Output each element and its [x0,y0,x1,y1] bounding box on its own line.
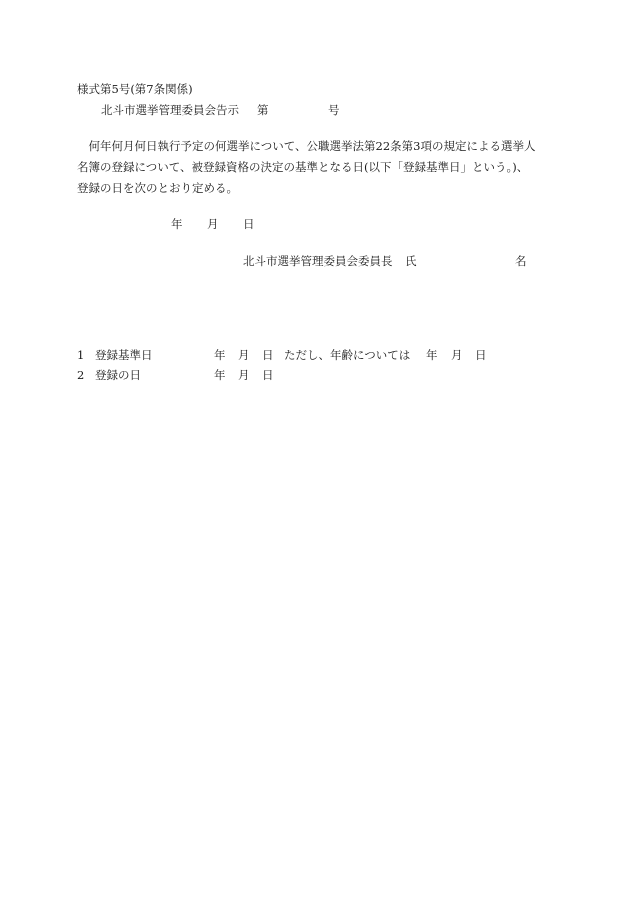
item-month: 月 [238,348,250,362]
date-day: 日 [243,217,255,231]
item-note-year: 年 [426,348,438,362]
item-note: ただし、年齢については [284,348,411,362]
item-year: 年 [214,348,226,362]
form-label: 様式第5号(第7条関係) [77,82,193,96]
item-day: 日 [262,368,274,382]
item-label: 登録基準日 [95,348,153,362]
item-number: 2 [77,368,85,382]
date-year: 年 [171,217,183,231]
date-month: 月 [207,217,219,231]
body-line: 何年何月何日執行予定の何選挙について、公職選挙法第22条第3項の規定による選挙人 [77,139,536,153]
notice-number-suffix: 号 [328,103,340,117]
signature-name-prefix: 氏 [405,254,417,268]
body-line: 登録の日を次のとおり定める。 [77,181,238,195]
item-number: 1 [77,348,85,362]
notice-number-prefix: 第 [257,103,269,117]
signature-name-suffix: 名 [515,254,527,268]
body-line: 名簿の登録について、被登録資格の決定の基準となる日(以下「登録基準日」という。)、 [77,160,529,174]
notice-issuer: 北斗市選挙管理委員会告示 [101,103,239,117]
item-label: 登録の日 [95,368,141,382]
notice-body [77,136,553,199]
item-year: 年 [214,368,226,382]
item-month: 月 [238,368,250,382]
item-note-day: 日 [475,348,487,362]
item-note-month: 月 [451,348,463,362]
signature-title: 北斗市選挙管理委員会委員長 [243,254,393,268]
item-day: 日 [262,348,274,362]
